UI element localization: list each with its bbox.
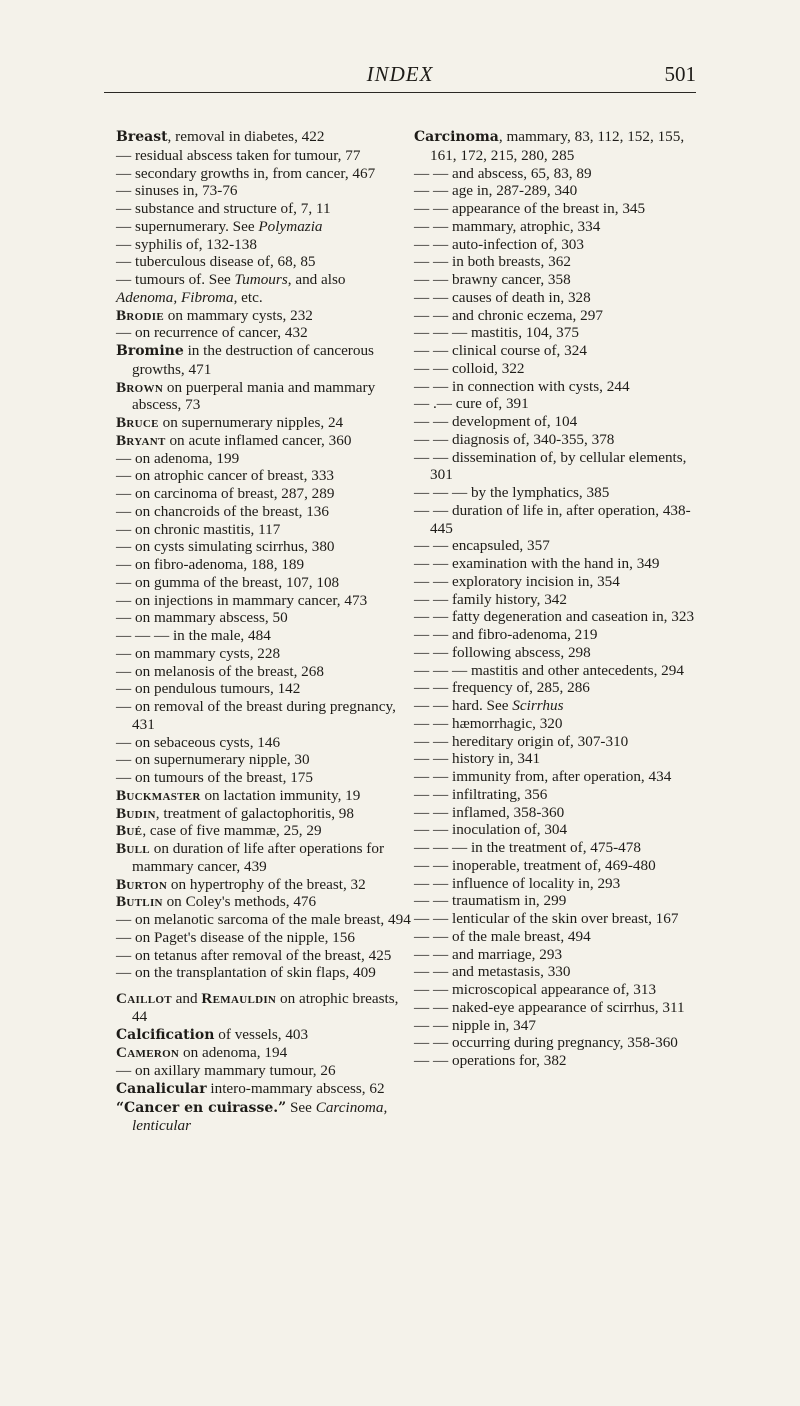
entry-text: — syphilis of, 132-138 <box>116 235 257 253</box>
entry-text: — — lenticular of the skin over breast, 167 <box>414 910 679 927</box>
entry-text: on acute inflamed cancer, 360 <box>165 431 352 449</box>
index-entry <box>414 289 709 307</box>
entry-text: — — operations for, 382 <box>414 1052 567 1069</box>
entry-text: — on axillary mammary tumour, 26 <box>116 1062 336 1079</box>
index-entry <box>414 857 709 875</box>
entry-text: — supernumerary. See <box>116 217 259 235</box>
entry-crossref: Adenoma, Fibroma <box>116 288 234 306</box>
index-entry <box>116 324 411 342</box>
entry-text: — — diagnosis of, 340-355, 378 <box>414 430 615 448</box>
entry-headword: Breast <box>116 129 168 145</box>
index-entry <box>414 679 709 697</box>
index-entry <box>414 1052 709 1070</box>
entry-text: — — in connection with cysts, 244 <box>414 377 630 395</box>
entry-text: intero-mammary abscess, 62 <box>206 1079 385 1097</box>
entry-text: — — dissemination of, by cellular elements, 301 <box>414 448 687 484</box>
entry-text: — .— cure of, 391 <box>414 395 529 413</box>
entry-text: — — — mastitis, 104, 375 <box>414 324 579 342</box>
index-entry <box>116 1080 411 1099</box>
entry-text: — — in both breasts, 362 <box>414 253 571 271</box>
entry-headword: Brown <box>116 378 164 396</box>
index-entry <box>414 733 709 751</box>
entry-text: — — — by the lymphatics, 385 <box>414 484 610 501</box>
index-entry <box>414 644 709 662</box>
entry-text: See <box>286 1098 316 1116</box>
entry-text: — — — in the male, 484 <box>116 627 271 644</box>
index-entry <box>414 502 709 538</box>
entry-text: — tumours of. See <box>116 271 235 288</box>
index-entry <box>414 608 709 626</box>
entry-text: — secondary growths in, from cancer, 467 <box>116 164 376 182</box>
entry-text: — — colloid, 322 <box>414 359 525 377</box>
index-entry <box>414 892 709 910</box>
entry-headword: Butlin <box>116 893 163 911</box>
entry-text: — on chronic mastitis, 117 <box>116 520 281 538</box>
index-entry <box>414 1034 709 1052</box>
entry-text: in the destruction of cancerous growths, 471 <box>132 342 374 378</box>
index-entry <box>414 626 709 644</box>
entry-text: — on chancroids of the breast, 136 <box>116 502 329 520</box>
entry-headword: Calcification <box>116 1026 215 1043</box>
index-entry <box>414 395 709 413</box>
index-entry <box>414 786 709 804</box>
index-entry <box>414 910 709 928</box>
index-entry <box>414 875 709 893</box>
index-entry <box>116 911 411 929</box>
index-column-right <box>414 128 709 1070</box>
index-entry <box>414 697 709 715</box>
entry-text: — — of the male breast, 494 <box>414 927 591 945</box>
entry-text: — on removal of the breast during pregnancy, 431 <box>116 698 396 733</box>
entry-headword: Brodie <box>116 306 164 324</box>
index-entry <box>116 964 411 982</box>
entry-text: — — traumatism in, 299 <box>414 892 567 910</box>
index-entry <box>116 840 411 876</box>
entry-text: — — fatty degeneration and caseation in, 323 <box>414 608 695 626</box>
index-entry <box>116 414 411 432</box>
entry-text: — — infiltrating, 356 <box>414 785 548 803</box>
index-entry <box>116 947 411 965</box>
entry-text: , treatment of galactophoritis, 98 <box>155 804 354 822</box>
index-entry <box>116 929 411 947</box>
index-entry <box>116 609 411 627</box>
index-entry <box>116 734 411 752</box>
entry-headword: Bull <box>116 840 150 857</box>
entry-headword: Bué <box>116 822 143 840</box>
index-entry <box>414 378 709 396</box>
entry-text: — — and abscess, 65, 83, 89 <box>414 164 592 182</box>
page-title: INDEX <box>366 62 434 86</box>
index-entry <box>116 1044 411 1062</box>
index-entry <box>116 289 411 307</box>
index-entry <box>116 698 411 734</box>
entry-text: — — mammary, atrophic, 334 <box>414 217 601 235</box>
index-entry <box>414 165 709 183</box>
entry-text: — — inoperable, treatment of, 469-480 <box>414 856 656 874</box>
index-entry <box>116 990 411 1026</box>
entry-text: — — inflamed, 358-360 <box>414 803 565 821</box>
entry-text: , and also <box>287 271 346 288</box>
entry-headword: Remauldin <box>201 990 277 1007</box>
index-column-left <box>116 128 411 1135</box>
entry-text: , case of five mammæ, 25, 29 <box>142 822 322 840</box>
index-entry <box>116 182 411 200</box>
entry-text: — on the transplantation of skin flaps, 409 <box>116 964 376 982</box>
entry-text: on mammary cysts, 232 <box>164 306 313 324</box>
entry-text: — substance and structure of, 7, 11 <box>116 200 331 217</box>
index-entry <box>414 839 709 857</box>
index-entry <box>414 537 709 555</box>
entry-text: — — appearance of the breast in, 345 <box>414 200 646 217</box>
entry-text: , etc. <box>233 288 263 306</box>
index-entry <box>116 200 411 218</box>
entry-text: — on mammary cysts, 228 <box>116 644 281 662</box>
entry-text: — on pendulous tumours, 142 <box>116 680 301 698</box>
index-entry <box>116 822 411 840</box>
index-entry <box>414 981 709 999</box>
entry-text: — on gumma of the breast, 107, 108 <box>116 573 340 591</box>
entry-text: — — nipple in, 347 <box>414 1016 536 1034</box>
entry-text: — on sebaceous cysts, 146 <box>116 733 281 751</box>
index-entry <box>116 450 411 468</box>
entry-text: — — exploratory incision in, 354 <box>414 572 620 590</box>
index-entry <box>116 663 411 681</box>
entry-text: — — age in, 287-289, 340 <box>414 182 578 200</box>
entry-text: , removal in diabetes, 422 <box>167 128 325 145</box>
index-entry <box>414 253 709 271</box>
index-entry <box>116 680 411 698</box>
index-entry <box>116 574 411 592</box>
index-entry <box>414 946 709 964</box>
entry-text: on hypertrophy of the breast, 32 <box>167 875 366 893</box>
entry-text: on Coley's methods, 476 <box>162 893 317 911</box>
entry-headword: Buckmaster <box>116 786 201 804</box>
index-entry <box>414 928 709 946</box>
index-entry <box>116 218 411 236</box>
entry-text: — — naked-eye appearance of scirrhus, 311 <box>414 998 685 1016</box>
entry-headword: Budin <box>116 804 156 822</box>
entry-text: — on melanotic sarcoma of the male breast, 494 <box>116 911 411 928</box>
entry-text: — — — mastitis and other antecedents, 294 <box>414 661 684 679</box>
entry-text: — — development of, 104 <box>414 413 578 430</box>
index-entry <box>414 342 709 360</box>
entry-text: — — frequency of, 285, 286 <box>414 679 590 697</box>
entry-text: — — examination with the hand in, 349 <box>414 555 660 572</box>
entry-headword: Cameron <box>116 1044 180 1062</box>
entry-text: — on Paget's disease of the nipple, 156 <box>116 928 355 946</box>
index-entry <box>116 307 411 325</box>
entry-text: of vessels, 403 <box>214 1025 309 1043</box>
entry-text: — — and metastasis, 330 <box>414 963 571 981</box>
index-entry <box>116 147 411 165</box>
index-entry <box>116 876 411 894</box>
index-entry <box>116 787 411 805</box>
entry-text: on puerperal mania and mammary abscess, 73 <box>132 378 376 414</box>
entry-headword: Canalicular <box>116 1080 207 1097</box>
entry-text: — on fibro-adenoma, 188, 189 <box>116 556 305 573</box>
index-entry <box>414 768 709 786</box>
entry-text: — — auto-infection of, 303 <box>414 235 584 253</box>
entry-text: — on carcinoma of breast, 287, 289 <box>116 485 335 502</box>
entry-text: — on tumours of the breast, 175 <box>116 769 313 786</box>
entry-text: — tuberculous disease of, 68, 85 <box>116 253 316 271</box>
entry-text: — — family history, 342 <box>414 590 567 608</box>
index-entry <box>116 236 411 254</box>
entry-text: — — and marriage, 293 <box>414 945 563 963</box>
entry-text: — on injections in mammary cancer, 473 <box>116 591 368 609</box>
index-entry <box>414 413 709 431</box>
index-entry <box>116 128 411 147</box>
entry-text: — residual abscess taken for tumour, 77 <box>116 146 361 164</box>
index-entry <box>116 1099 411 1136</box>
index-entry <box>116 1062 411 1080</box>
index-entry <box>116 1026 411 1045</box>
index-entry <box>414 271 709 289</box>
entry-crossref: Tumours <box>234 271 288 288</box>
entry-headword: Bryant <box>116 431 166 449</box>
index-entry <box>414 324 709 342</box>
header-rule <box>104 92 696 93</box>
entry-headword: Caillot <box>116 990 172 1007</box>
index-entry <box>414 750 709 768</box>
entry-text: — on supernumerary nipple, 30 <box>116 751 310 769</box>
entry-text: — — — in the treatment of, 475-478 <box>414 839 641 856</box>
index-entry <box>414 182 709 200</box>
entry-crossref: Carcinoma, lenticular <box>132 1098 388 1135</box>
entry-headword: Carcinoma <box>414 129 499 145</box>
entry-headword: “Cancer en cuirasse.” <box>116 1099 287 1116</box>
index-entry <box>414 307 709 325</box>
entry-text: — — inoculation of, 304 <box>414 821 568 839</box>
index-entry <box>116 165 411 183</box>
index-entry <box>414 449 709 485</box>
entry-headword: Burton <box>116 875 168 893</box>
entry-text: — — and chronic eczema, 297 <box>414 306 603 324</box>
index-entry <box>414 573 709 591</box>
index-entry <box>116 538 411 556</box>
index-entry <box>116 521 411 539</box>
index-entry <box>414 484 709 502</box>
entry-text: on supernumerary nipples, 24 <box>158 414 344 431</box>
entry-text: — on atrophic cancer of breast, 333 <box>116 467 335 485</box>
entry-text: — sinuses in, 73-76 <box>116 182 238 200</box>
index-entry <box>414 128 709 165</box>
index-entry <box>116 645 411 663</box>
entry-text: , mammary, 83, 112, 152, 155, 161, 172, 215, 280, 285 <box>430 128 685 164</box>
index-entry <box>116 342 411 379</box>
entry-headword: Bromine <box>116 343 184 359</box>
index-entry <box>116 627 411 645</box>
entry-text: — — immunity from, after operation, 434 <box>414 768 672 785</box>
entry-text: — — brawny cancer, 358 <box>414 271 571 288</box>
index-entry <box>116 751 411 769</box>
running-head <box>0 62 800 92</box>
page-number: 501 <box>664 62 696 86</box>
entry-text: — — following abscess, 298 <box>414 643 591 661</box>
index-entry <box>414 821 709 839</box>
entry-text: — — causes of death in, 328 <box>414 288 591 306</box>
index-entry <box>414 999 709 1017</box>
entry-text: — — clinical course of, 324 <box>414 342 587 359</box>
index-entry <box>414 804 709 822</box>
index-entry <box>414 218 709 236</box>
entry-crossref: Polymazia <box>258 217 323 235</box>
entry-text: — on tetanus after removal of the breast, 425 <box>116 946 392 964</box>
index-entry <box>116 271 411 289</box>
index-entry <box>116 556 411 574</box>
index-entry <box>116 503 411 521</box>
index-entry <box>116 253 411 271</box>
entry-text: — on cysts simulating scirrhus, 380 <box>116 538 335 556</box>
entry-text: — — history in, 341 <box>414 750 541 768</box>
index-entry <box>116 467 411 485</box>
entry-text: — — hæmorrhagic, 320 <box>414 714 563 732</box>
index-entry <box>414 555 709 573</box>
entry-text: — — influence of locality in, 293 <box>414 874 621 892</box>
entry-text: — — microscopical appearance of, 313 <box>414 981 657 998</box>
index-entry <box>116 592 411 610</box>
entry-text: — on mammary abscess, 50 <box>116 609 288 627</box>
entry-text: — — and fibro-adenoma, 219 <box>414 626 598 643</box>
entry-text: — on adenoma, 199 <box>116 449 240 467</box>
entry-text: on atrophic breasts, 44 <box>132 990 399 1025</box>
entry-text: — — occurring during pregnancy, 358-360 <box>414 1034 678 1052</box>
index-entry <box>414 236 709 254</box>
entry-text: — — encapsuled, 357 <box>414 537 550 555</box>
index-entry <box>116 379 411 415</box>
entry-text: — — hard. See <box>414 697 513 714</box>
index-entry <box>414 200 709 218</box>
entry-text: on lactation immunity, 19 <box>200 786 361 804</box>
index-entry <box>116 893 411 911</box>
entry-text: — on melanosis of the breast, 268 <box>116 662 324 680</box>
entry-text: — — hereditary origin of, 307-310 <box>414 732 629 750</box>
entry-crossref: Scirrhus <box>512 697 564 714</box>
index-entry <box>414 431 709 449</box>
index-entry <box>116 769 411 787</box>
entry-text: on adenoma, 194 <box>179 1044 288 1062</box>
index-entry <box>414 591 709 609</box>
index-entry <box>414 963 709 981</box>
entry-text: — on recurrence of cancer, 432 <box>116 324 308 342</box>
index-entry <box>414 715 709 733</box>
index-entry <box>116 432 411 450</box>
index-entry <box>414 1017 709 1035</box>
entry-text: — — duration of life in, after operation, 438-445 <box>414 501 691 537</box>
index-entry <box>414 662 709 680</box>
index-entry <box>116 805 411 823</box>
entry-text: on duration of life after operations for mammary cancer, 439 <box>132 840 385 875</box>
index-entry <box>116 485 411 503</box>
index-entry <box>414 360 709 378</box>
entry-text: and <box>171 990 202 1007</box>
entry-headword: Bruce <box>116 414 159 431</box>
